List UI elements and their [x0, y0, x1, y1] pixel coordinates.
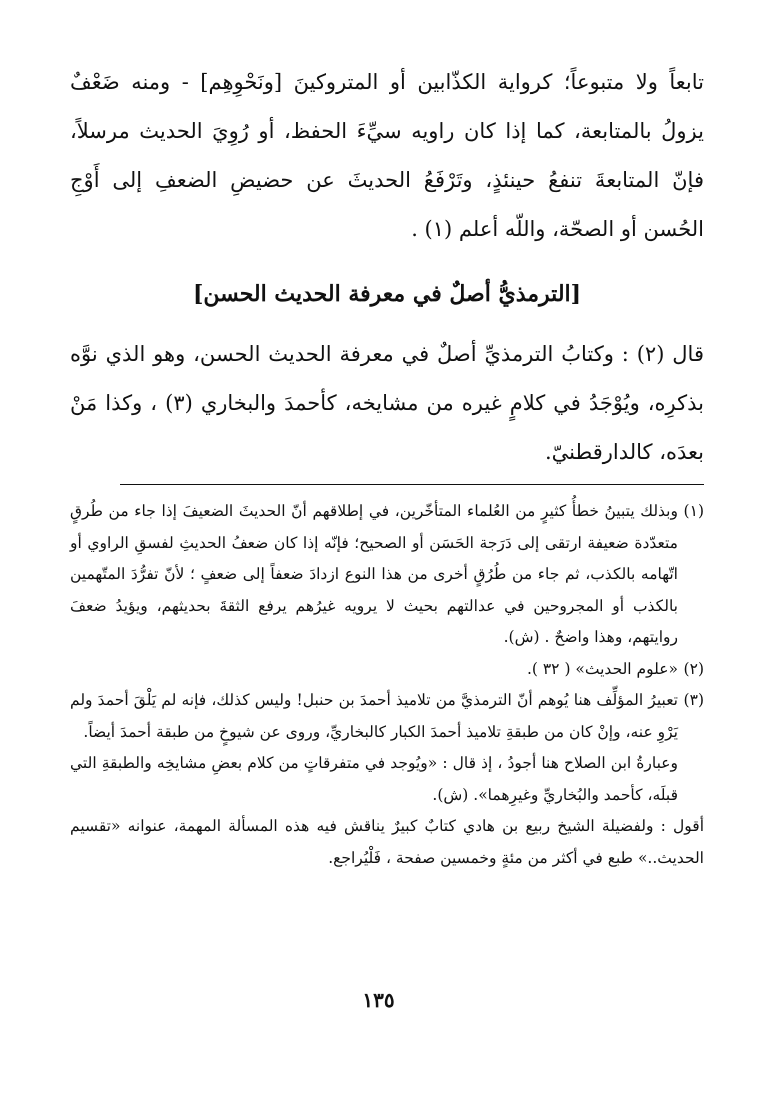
main-paragraph-1: تابعاً ولا متبوعاً؛ كرواية الكذّابين أو المتروكينَ [ونَحْوِهِم] - ومنه ضَعْفٌ يزولُ بالمتابعة، كما إذا كان راويه سيِّءَ الحفظ، أو رُوِيَ الحديث مرسلاً، فإنّ المتابعةَ تنفعُ حينئذٍ، وتَرْفَعُ الحديثَ عن حضيضِ الضعفِ إلى أَوْجِ الحُسن أو الصحّة، واللّه أعلم (١) .: [70, 70, 704, 241]
main-text: [70, 58, 704, 477]
footnote-2-text: «علوم الحديث» ( ٣٢ ).: [526, 659, 678, 678]
page-number: ١٣٥: [362, 988, 395, 1012]
footnote-1-number: (١): [683, 502, 704, 520]
footnote-1-text: وبذلك يتبينُ خطأُ كثيرٍ من العُلماء المتأخّرين، في إطلاقهم أنّ الحديثَ الضعيفَ إذا جاء من طُرقٍ متعدّدة ضعيفة ارتقى إلى دَرَجة الحَسَن أو الصحيح؛ فإنّه إذا كان ضعفُ الحديثِ لفسقِ الراوي أو اتّهامه بالكذب، ثم جاء من طُرُقٍ أخرى من هذا النوع ازدادَ ضعفاً إلى ضعفٍ ؛ لأنّ تفرُّدَ المتّهمين بالكذب أو المجروحين في عدالتهم بحيث لا يرويه غيرُهم يرفع الثقةَ بحديثهم، ويؤيدُ ضعفَ روايتهم، وهذا واضحٌ . (ش).: [70, 502, 678, 646]
footnote-divider: [120, 484, 704, 485]
footnote-3-number: (٣): [683, 691, 704, 709]
footnote-1: [70, 496, 704, 654]
footnote-3-text: تعبيرُ المؤلِّف هنا يُوهم أنّ الترمذيَّ من تلاميذ أحمدَ بن حنبل! وليس كذلك، فإنه لم يَلْقَ أحمدَ ولم يَرْوِ عنه، وإنْ كان من طبقةِ تلاميذ أحمدَ الكبار كالبخاريِّ، وروى عن شيوخٍ من طبقة أحمدَ أيضاً.: [70, 691, 678, 741]
main-paragraph-2: قال (٢) : وكتابُ الترمذيِّ أصلٌ في معرفة الحديث الحسن، وهو الذي نوَّه بذكرِه، ويُوْجَدُ في كلامٍ غيره من مشايخه، كأحمدَ والبخاري (٣) ، وكذا مَنْ بعدَه، كالدارقطنيّ.: [70, 342, 704, 464]
section-heading: [الترمذيُّ أصلٌ في معرفة الحديث الحسن]: [192, 281, 582, 307]
footnote-2-number: (٢): [683, 659, 704, 678]
footnote-addendum: أقول : ولفضيلة الشيخ ربيع بن هادي كتابٌ كبيرٌ يناقش فيه هذه المسألة المهمة، عنوانه «تقسيم الحديث..» طبع في أكثر من مئةٍ وخمسين صفحة ، فَلْيُراجع.: [70, 817, 704, 867]
footnote-3: [70, 685, 704, 811]
footnote-3-continuation: وعبارةُ ابن الصلاح هنا أجودُ ، إذ قال : «ويُوجد في متفرقاتٍ من كلام بعضِ مشايخِه والطبقةِ التي قبلَه، كأحمد والبُخاريِّ وغيرِهما». (ش).: [70, 754, 678, 804]
footnotes: [70, 496, 704, 874]
footnote-2: [70, 654, 704, 686]
